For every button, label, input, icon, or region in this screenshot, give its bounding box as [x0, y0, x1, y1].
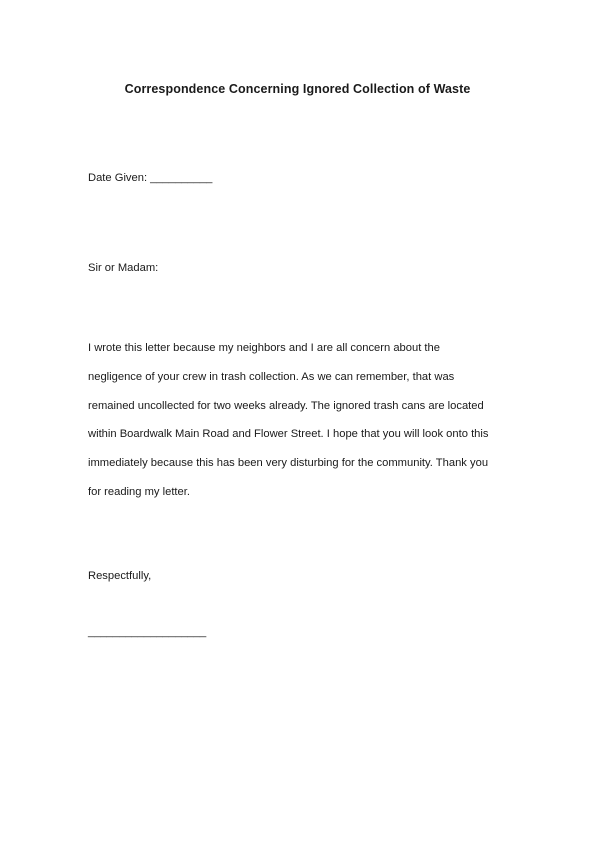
letter-body-line: within Boardwalk Main Road and Flower Street. I hope that you will look onto this: [88, 428, 489, 441]
closing: Respectfully,: [88, 570, 152, 582]
letter-body-line: negligence of your crew in trash collection. As we can remember, that was: [88, 370, 455, 383]
signature-line: ___________________: [88, 626, 207, 638]
document-title: Correspondence Concerning Ignored Collection of Waste: [124, 82, 471, 96]
letter-body-line: remained uncollected for two weeks already. The ignored trash cans are located: [88, 399, 484, 412]
letter-body: [88, 342, 528, 515]
letter-body-line: I wrote this letter because my neighbors and I are all concern about the: [88, 342, 440, 354]
letter-body-line: immediately because this has been very disturbing for the community. Thank you: [88, 457, 489, 470]
salutation: Sir or Madam:: [88, 262, 159, 274]
date-given-line: Date Given: __________: [88, 172, 213, 184]
letter-body-line: for reading my letter.: [88, 485, 190, 498]
